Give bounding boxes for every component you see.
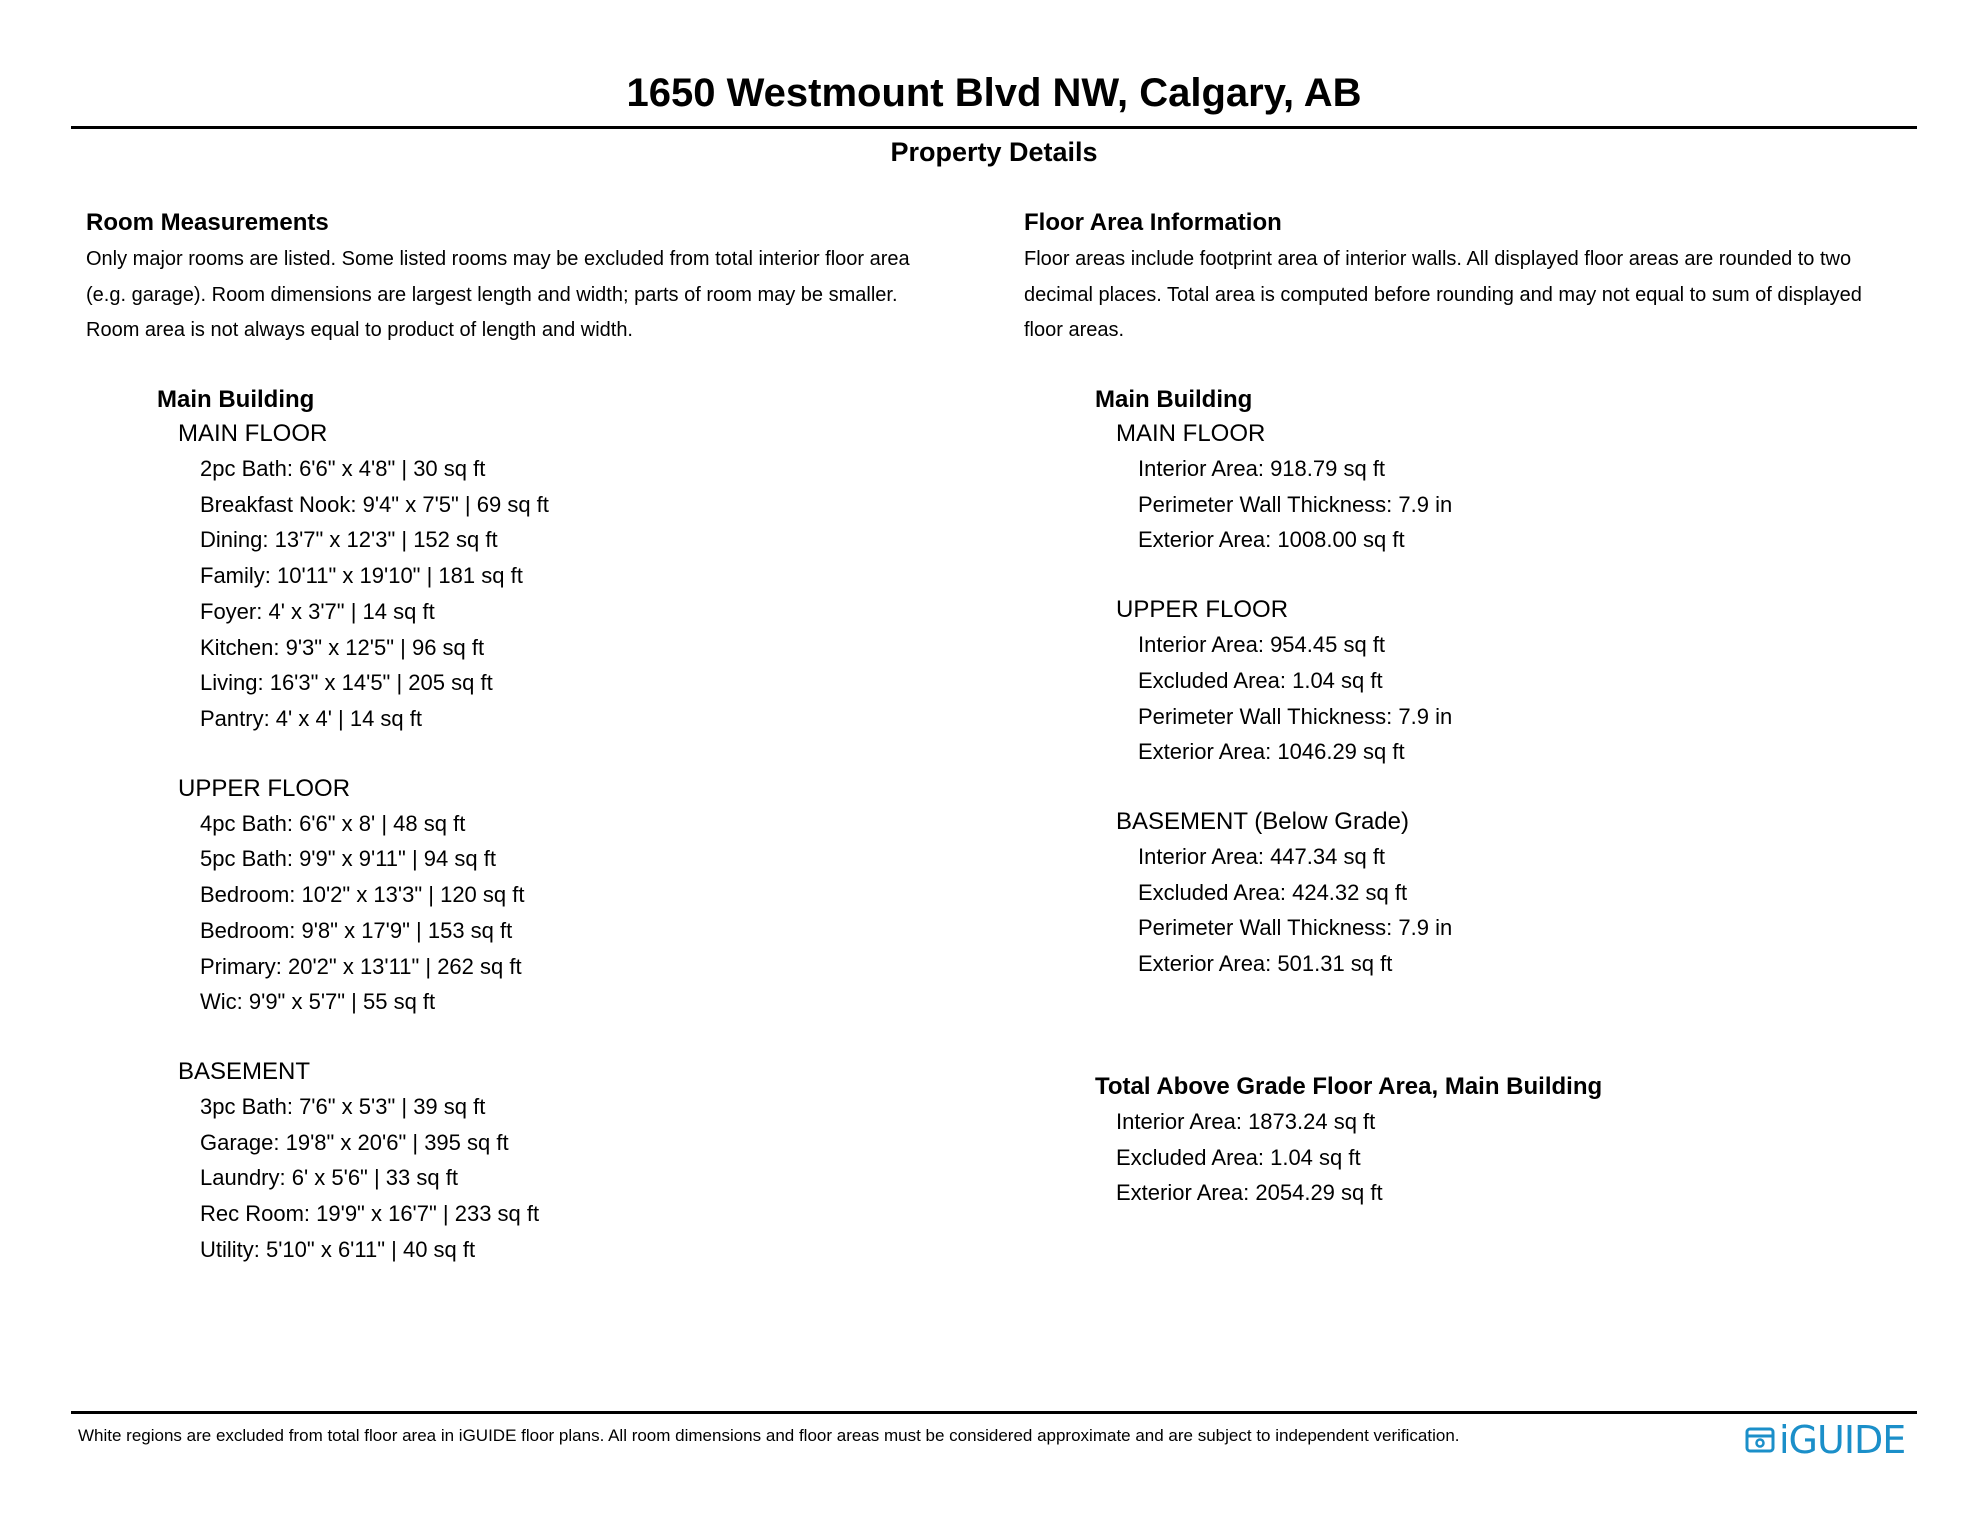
room-item: Foyer: 4' x 3'7" | 14 sq ft [200,598,435,624]
iguide-logo-text: iGUIDE [1779,1418,1906,1462]
floor-area-heading: Floor Area Information [1024,209,1282,236]
room-item: Family: 10'11" x 19'10" | 181 sq ft [200,563,523,589]
footer-disclaimer: White regions are excluded from total floor area in iGUIDE floor plans. All room dimensions and floor areas must be considered approximate and are subject to independent verification. [78,1426,1460,1445]
room-item: Dining: 13'7" x 12'3" | 152 sq ft [200,527,498,553]
room-item: Wic: 9'9" x 5'7" | 55 sq ft [200,989,436,1015]
description-line: Only major rooms are listed. Some listed rooms may be excluded from total interior floor area [86,248,910,270]
total-area-item: Interior Area: 1873.24 sq ft [1116,1108,1376,1134]
description-line: Room area is not always equal to product of length and width. [86,319,633,342]
building-name: Main Building [1095,386,1253,414]
description-line: floor areas. [1024,319,1125,342]
floor-name: MAIN FLOOR [1116,420,1266,448]
floor-area-description [1024,242,1924,349]
floor-name: UPPER FLOOR [1116,596,1289,624]
area-item: Exterior Area: 1008.00 sq ft [1138,527,1405,553]
room-item: Utility: 5'10" x 6'11" | 40 sq ft [200,1236,476,1262]
room-measurements-description [86,242,986,349]
room-item: Living: 16'3" x 14'5" | 205 sq ft [200,670,493,696]
room-measurements-heading: Room Measurements [86,209,329,236]
room-item: Pantry: 4' x 4' | 14 sq ft [200,705,422,731]
room-item: Laundry: 6' x 5'6" | 33 sq ft [200,1165,458,1191]
room-item: 5pc Bath: 9'9" x 9'11" | 94 sq ft [200,846,496,872]
area-item: Interior Area: 918.79 sq ft [1138,456,1386,482]
area-item: Exterior Area: 501.31 sq ft [1138,951,1393,977]
room-item: Bedroom: 10'2" x 13'3" | 120 sq ft [200,882,525,908]
footer-divider [71,1411,1917,1414]
room-item: 3pc Bath: 7'6" x 5'3" | 39 sq ft [200,1093,486,1119]
room-item: Garage: 19'8" x 20'6" | 395 sq ft [200,1129,509,1155]
total-area-heading: Total Above Grade Floor Area, Main Building [1095,1072,1603,1100]
page-subtitle: Property Details [890,137,1098,167]
floor-name: MAIN FLOOR [178,420,328,448]
description-line: decimal places. Total area is computed before rounding and may not equal to sum of displayed [1024,283,1862,306]
area-item: Interior Area: 954.45 sq ft [1138,632,1386,658]
area-item: Excluded Area: 1.04 sq ft [1138,667,1383,693]
total-area-item: Exterior Area: 2054.29 sq ft [1116,1180,1383,1206]
floor-area-section [1024,206,1924,1211]
area-item: Excluded Area: 424.32 sq ft [1138,879,1408,905]
description-line: (e.g. garage). Room dimensions are largest length and width; parts of room may be smaller. [86,283,898,306]
iguide-logo-icon [1745,1426,1775,1454]
floor-name: BASEMENT [178,1057,311,1085]
total-area-item: Excluded Area: 1.04 sq ft [1116,1144,1361,1170]
room-item: Rec Room: 19'9" x 16'7" | 233 sq ft [200,1201,540,1227]
description-line: Floor areas include footprint area of interior walls. All displayed floor areas are rounded to two [1024,248,1852,270]
room-item: 4pc Bath: 6'6" x 8' | 48 sq ft [200,810,466,836]
room-item: Kitchen: 9'3" x 12'5" | 96 sq ft [200,634,485,660]
area-item: Exterior Area: 1046.29 sq ft [1138,739,1405,765]
building-name: Main Building [157,386,315,414]
room-item: Primary: 20'2" x 13'11" | 262 sq ft [200,953,522,979]
floor-name: BASEMENT (Below Grade) [1116,807,1409,835]
room-item: 2pc Bath: 6'6" x 4'8" | 30 sq ft [200,456,486,482]
area-item: Perimeter Wall Thickness: 7.9 in [1138,491,1453,517]
floor-name: UPPER FLOOR [178,774,351,802]
header-divider [71,126,1917,129]
room-item: Bedroom: 9'8" x 17'9" | 153 sq ft [200,917,513,943]
iguide-logo [1745,1420,1905,1460]
page-title: 1650 Westmount Blvd NW, Calgary, AB [626,71,1362,115]
area-item: Interior Area: 447.34 sq ft [1138,843,1386,869]
area-item: Perimeter Wall Thickness: 7.9 in [1138,915,1453,941]
room-measurements-section [86,206,986,1267]
room-item: Breakfast Nook: 9'4" x 7'5" | 69 sq ft [200,491,549,517]
area-item: Perimeter Wall Thickness: 7.9 in [1138,703,1453,729]
